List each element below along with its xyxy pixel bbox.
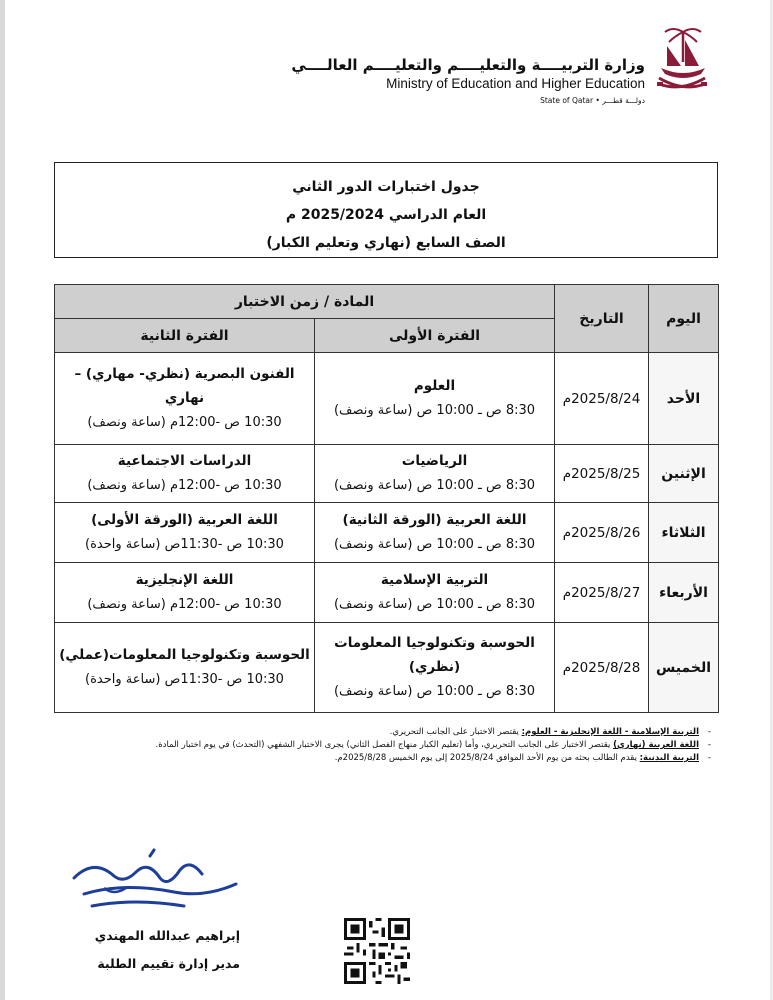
row-period-2 — [55, 353, 315, 445]
row-day: الأربعاء — [649, 563, 719, 623]
title-grade: الصف السابع (نهاري وتعليم الكبار) — [266, 235, 506, 251]
header-period-1: الفترة الأولى — [315, 319, 555, 353]
header-day: اليوم — [649, 285, 719, 353]
row-day: الثلاثاء — [649, 503, 719, 563]
exam-schedule-table — [54, 284, 719, 713]
row-date: 2025/8/24م — [555, 353, 649, 445]
row-period-2 — [55, 563, 315, 623]
row-day: الأحد — [649, 353, 719, 445]
period-1-time: 8:30 ص ـ 10:00 ص (ساعة ونصف) — [333, 402, 536, 418]
header-period-2: الفترة الثانية — [55, 319, 315, 353]
header-date: التاريخ — [555, 285, 649, 353]
period-2-time: 10:30 ص -11:30ص (ساعة واحدة) — [85, 536, 284, 552]
row-date: 2025/8/26م — [555, 503, 649, 563]
period-2-subject: الدراسات الاجتماعية — [117, 452, 252, 469]
title-box — [54, 162, 718, 258]
note-lead: اللغة العربية (نهاري) — [613, 740, 699, 750]
row-date: 2025/8/27م — [555, 563, 649, 623]
period-1-time: 8:30 ص ـ 10:00 ص (ساعة ونصف) — [333, 477, 536, 493]
table-row — [55, 445, 719, 503]
note-item — [51, 739, 711, 752]
note-item — [51, 726, 711, 739]
signer-title: مدير إدارة تقييم الطلبة — [97, 956, 240, 971]
row-period-2 — [55, 623, 315, 713]
title-year: العام الدراسي 2025/2024 م — [285, 207, 487, 223]
ministry-name-arabic: وزارة التربيــــة والتعليــــم والتعليــــم العالــــي — [291, 56, 645, 74]
period-2-time: 10:30 ص -12:00م (ساعة ونصف) — [87, 414, 282, 430]
period-2-subject: الفنون البصرية (نظري- مهاري) – نهاري — [74, 365, 295, 406]
note-lead: التربية الإسلامية - اللغة الإنجليزية - العلوم: — [521, 727, 699, 737]
period-2-time: 10:30 ص -12:00م (ساعة ونصف) — [87, 477, 282, 493]
note-text: يقتصر الاختبار على الجانب التحريري. — [389, 727, 522, 737]
period-2-subject: اللغة الإنجليزية — [135, 571, 234, 588]
period-2-subject: اللغة العربية (الورقة الأولى) — [91, 511, 278, 528]
signature-icon — [64, 848, 244, 920]
row-period-2 — [55, 445, 315, 503]
row-period-1 — [315, 563, 555, 623]
period-1-time: 8:30 ص ـ 10:00 ص (ساعة ونصف) — [333, 596, 536, 612]
period-2-time: 10:30 ص -11:30ص (ساعة واحدة) — [85, 671, 284, 687]
table-row — [55, 623, 719, 713]
ministry-header — [291, 22, 711, 105]
note-lead: التربية البدنية: — [639, 753, 699, 763]
qr-code-icon — [344, 918, 410, 984]
period-2-time: 10:30 ص -12:00م (ساعة ونصف) — [87, 596, 282, 612]
row-day: الإثنين — [649, 445, 719, 503]
row-period-1 — [315, 503, 555, 563]
note-text: يقتصر الاختبار على الجانب التحريري، وأما (تعليم الكبار منهاج الفصل الثاني) يجرى الاختبار الشفهي (التحدث) في يوم اختبار المادة. — [155, 740, 614, 750]
period-1-subject: التربية الإسلامية — [380, 571, 489, 588]
row-day: الخميس — [649, 623, 719, 713]
note-text: يقدم الطالب بحثه من يوم الأحد الموافق 2025/8/24 إلى يوم الخميس 2025/8/28م. — [334, 753, 640, 763]
header-subject-time: المادة / زمن الاختبار — [55, 285, 555, 319]
qatar-emblem-icon — [653, 22, 711, 100]
table-row — [55, 353, 719, 445]
period-1-subject: العلوم — [413, 377, 456, 394]
note-item — [51, 752, 711, 765]
scan-left-edge — [0, 0, 5, 1000]
title-main: جدول اختبارات الدور الثاني — [292, 179, 480, 195]
period-2-subject: الحوسبة وتكنولوجيا المعلومات(عملي) — [59, 646, 310, 663]
period-1-subject: الرياضيات — [401, 452, 468, 469]
period-1-subject: اللغة العربية (الورقة الثانية) — [342, 511, 527, 528]
table-row — [55, 563, 719, 623]
row-period-2 — [55, 503, 315, 563]
signer-name: إبراهيم عبدالله المهندي — [94, 928, 240, 943]
row-period-1 — [315, 445, 555, 503]
period-1-subject: الحوسبة وتكنولوجيا المعلومات (نظري) — [334, 634, 535, 675]
period-1-time: 8:30 ص ـ 10:00 ص (ساعة ونصف) — [333, 683, 536, 699]
state-label: State of Qatar • دولـــة قطـــر — [540, 96, 645, 105]
row-period-1 — [315, 623, 555, 713]
row-period-1 — [315, 353, 555, 445]
row-date: 2025/8/25م — [555, 445, 649, 503]
table-row — [55, 503, 719, 563]
notes-list — [51, 726, 711, 765]
period-1-time: 8:30 ص ـ 10:00 ص (ساعة ونصف) — [333, 536, 536, 552]
row-date: 2025/8/28م — [555, 623, 649, 713]
ministry-name-english: Ministry of Education and Higher Education — [386, 76, 645, 91]
